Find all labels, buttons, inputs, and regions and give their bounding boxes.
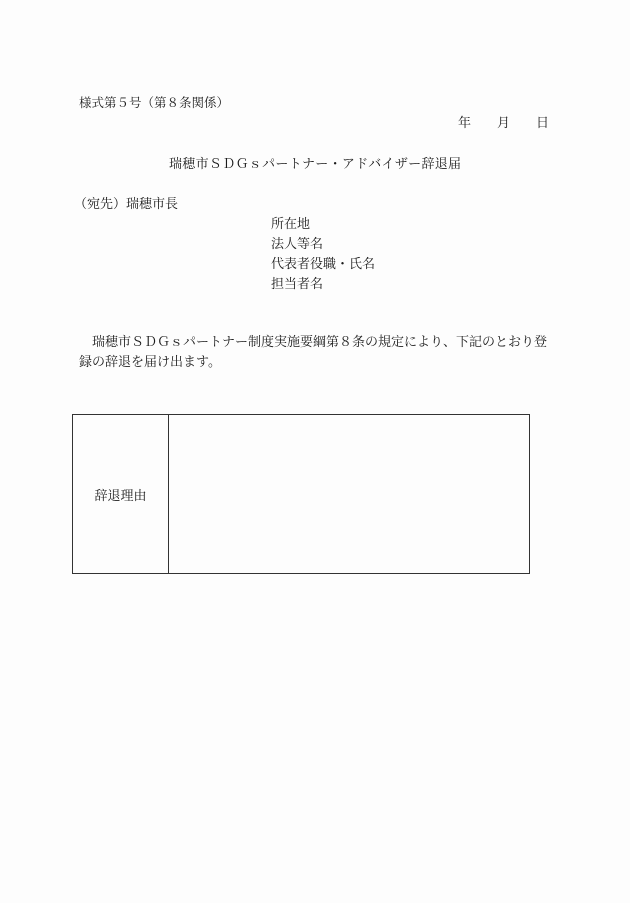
body-paragraph: 瑞穂市ＳＤＧｓパートナー制度実施要綱第８条の規定により、下記のとおり登録の辞退を届け出ます。 [79, 335, 548, 370]
reason-label: 辞退理由 [94, 488, 147, 504]
contact-person-label: 担当者名 [271, 277, 324, 292]
date-line [458, 117, 549, 130]
document-title: 瑞穂市ＳＤＧｓパートナー・アドバイザー辞退届 [169, 157, 462, 172]
date-day: 日 [536, 116, 550, 131]
reason-input-area[interactable] [169, 415, 529, 573]
date-year: 年 [458, 116, 472, 131]
reason-label-cell [73, 415, 169, 573]
corporation-name-label: 法人等名 [271, 237, 324, 252]
address-label: 所在地 [271, 217, 311, 232]
date-month: 月 [497, 116, 511, 131]
form-number: 様式第５号（第８条関係） [79, 95, 230, 110]
addressee: （宛先）瑞穂市長 [74, 197, 179, 212]
withdrawal-reason-table [72, 414, 530, 574]
representative-label: 代表者役職・氏名 [271, 257, 376, 272]
